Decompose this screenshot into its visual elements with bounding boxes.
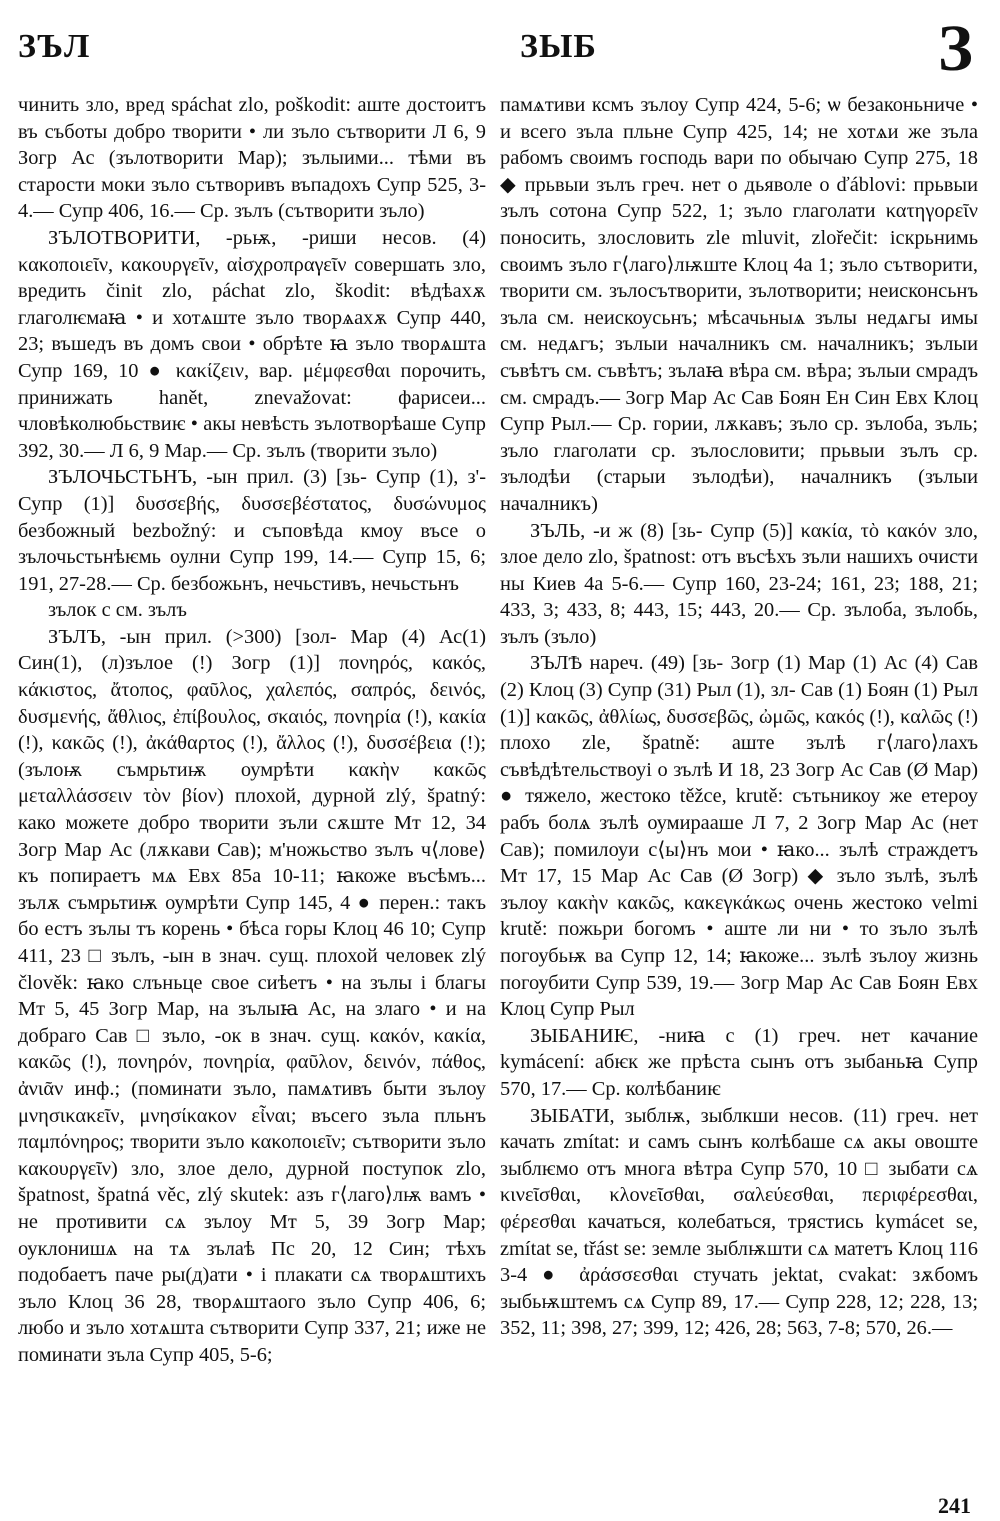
section-letter: З [938, 12, 973, 85]
entry-zle: ЗЪЛѢ нареч. (49) [зь- Зогр (1) Мар (1) Ас (4) Сав (2) Клоц (3) Супр (31) Рыл (1), зл- Сав (1) Боян (1) Рыл (1)] κακῶς, ἀθλίως, δυσσεβῶς, ὠμῶς, κακός (!), καλῶς (!) плохо zle, špatně: аште зълѣ г⟨лаго⟩лахъ съвѣдѣтельствоуі о зълѣ И 18, 23 Зогр Ас Сав (Ø Мар) ● тяжело, жестоко těžce, krutě: сътьникоу же етероу рабъ болѧ зълѣ оумираашe Л 7, 2 Зогр Мар Ас (нет Сав); помилоуи с⟨ы⟩нъ мои • ꙗко... зълѣ страждетъ Мт 17, 15 Мар Ас Сав (Ø Зогр) ◆ зъло зълѣ, зълѣ зълоу κακὴν κακῶς, κακεγκάκως очень жестоко velmi krutě: пожьри богомъ • аште ли ни • то зъло зълѣ погоубьѭ ва Супр 12, 14; ꙗкоже... зълѣ зълоу жизнь погоубити Супр 539, 19.— Зогр Мар Ас Сав Боян Евх Клоц Супр Рыл [500, 652, 978, 1021]
entry-zl-continuation: памѧтиви ксмъ зълоу Супр 424, 5-6; ѡ безаконьниче • и всего зъла пльне Супр 425, 14; не хотѧи же зъла рабомъ своимъ господь вари по обычаю Супр 275, 18 ◆ прьвыи зълъ греч. нет о дьяволе о ďáblovi: прьвыи зълъ сотона Супр 522, 1; зъло глаголати κατηγορεῖν поносить, злословить zle mluvit, zlořečit: іскрьнимь своимъ зъло г⟨лаго⟩лѭште Клоц 4а 1; зъло сътворити, творити см. зълосътворити, зълотворити; неисконсьнъ зъла см. неискоусьнъ; мѣсачьныѧ зълы недѧгы имы см. недѧгъ; зълыи началникъ см. началникъ; зълыи съвѣтъ см. съвѣтъ; зълаꙗ вѣра см. вѣра; зълыи смрадъ см. смрадъ.— Зогр Мар Ас Сав Боян Ен Син Евх Клоц Супр Рыл.— Ср. гории, лѫкавъ; зъло ср. зълоба, зъль; зъло глаголати ср. зълословити; прьвыи зълъ ср. зълодѣи (старыи зълодѣи), началникъ (зълыи началникъ) [500, 94, 978, 515]
guide-word-left: ЗЪЛ [18, 28, 91, 65]
entry-zybati: ЗЫБАТИ, зыблѭ, зыблкши несов. (11) греч. нет качать zmítat: и самъ сынъ колѣбаше сѧ акы овоште зыблѥмо отъ многа вѣтра Супр 570, 10 □ зыбати сѧ κινεῖσθαι, κλονεῖσθαι, σαλεύεσθαι, περιφέρεσθαι, φέρεσθαι качаться, колебаться, трястись kymácet se, zmítat se, třást se: земле зыблѭшти сѧ матетъ Клоц 116 3-4 ● ἀράσσεσθαι стучать jektat, cvakat: зѫбомъ зыбьѭштемъ сѧ Супр 89, 17.— Супр 228, 12; 228, 13; 352, 11; 398, 27; 399, 12; 426, 28; 563, 7-8; 570, 26.— [500, 1104, 978, 1340]
left-column [18, 92, 486, 1369]
entry-zloe-ref: зълок с см. зълъ [48, 599, 187, 622]
entry-zl-fem: ЗЪЛЬ, -и ж (8) [зь- Супр (5)] κακία, τὸ κακόν зло, злое дело zlo, špatnost: отъ въсѣхъ зъли нашихъ очисти ны Киев 4а 5-6.— Супр 160, 23-24; 161, 23; 188, 21; 433, 3; 433, 8; 443, 15; 443, 20.— Ср. зълоба, зълобь, зълъ (зъло) [500, 519, 978, 648]
page-number: 241 [938, 1493, 971, 1518]
entry-continuation: чинить зло, вред spáchat zlo, poškodit: аште достоитъ въ съботы добро творити • ли зъло сътворити Л 6, 9 Зогр Ас (зълотворити Мар); зълыими... тѣми въ старости моки зъло сътворивъ въпадохъ Супр 525, 3-4.— Супр 406, 16.— Ср. зълъ (сътворити зъло) [18, 94, 486, 223]
page-header [0, 0, 1000, 90]
entry-zl: ЗЪЛЪ, -ын прил. (>300) [зол- Мар (4) Ас(1) Син(1), (л)зълое (!) Зогр (1)] πονηρός, κακός, κάκιστος, ἄτοπος, φαῦλος, χαλεπός, σαπρός, δεινός, δυσμενής, ἄθλιος, ἐπίβουλος, σκαιός, πονηρία (!), κακία (!), κακῶς (!), ἀκάθαρτος (!), ἄλλος (!), δυσσέβεια (!); (зълоѭ съмрьтиѭ оумрѣти κακὴν κακῶς μεταλλάσσειν τὸν βίον) плохой, дурной zlý, špatný: како можете добро творити зъли сѫште Мт 12, 34 Зогр Мар Ас (лѫкави Сав); м'ножьство зълъ ч⟨лове⟩къ попираетъ мѧ Евх 85а 10-11; ꙗкоже въсѣмъ... зълѫ съмрьтиѭ оумрѣти Супр 145, 4 ● перен.: такъ бо естъ зълы тъ корень • бѣса горы Клоц 46 10; Супр 411, 23 □ зълъ, -ын в знач. сущ. плохой человек zlý člověk: ꙗко слъньце свое сиѣетъ • на зълы і благы Мт 5, 45 Зогр Мар, на зълыꙗ Ас, на злаго • и на добраго Сав □ зъло, -ок в знач. сущ. κακόν, κακία, κακῶς (!), πονηρόν, πονηρία, φαῦλον, δεινόν, πάθος, ἀνιᾶν инф.; (поминати зъло, памѧтивъ быти зълоу μνησικακεῖν, μνησίκακον εἶναι; въсего зъла пльнъ παμπόνηρος; творити зъло κακοποιεῖν; сътворити зъло κακουργεῖν) зло, злое дело, дурной поступок zlo, špatnost, špatná věc, zlý skutek: азъ г⟨лаго⟩лѭ вамъ • не противити сѧ зълоу Мт 5, 39 Зогр Мар; оуклонишѧ на тѧ зълаѣ Пс 20, 12 Син; тѣхъ подобаетъ паче ры(д)ати • і плакати сѧ творѧштихъ зъло Клоц 36 28, творѧштаого зъло Супр 406, 6; любо и зъло хотѧшта сътворити Супр 337, 21; иже не поминати зъла Супр 405, 5-6; [18, 625, 486, 1366]
entry-zlochistn: ЗЪЛОЧЬСТЬНЪ, -ын прил. (3) [зь- Супр (1), з'- Супр (1)] δυσσεβής, δυσσεβέστατος, δυσώνυμος безбожный bezbožný: и съповѣда кмоу въсе о зълочьстьнѣѥмь оулни Супр 199, 14.— Супр 15, 6; 191, 27-28.— Ср. безбожьнъ, нечьстивъ, нечьстьнъ [18, 466, 486, 595]
entry-zlotvoriti: ЗЪЛОТВОРИТИ, -рьѭ, -риши несов. (4) κακοποιεῖν, κακουργεῖν, αἰσχροπραγεῖν совершать зло, вредить činit zlo, páchat zlo, škodit: вѣдѣахѫ глаголѥмаꙗ • и хотѧште зъло творѧахѫ Супр 440, 23; въшедъ въ домъ свои • обрѣте ꙗ зъло творѧшта Супр 169, 10 ● κακίζειν, вар. μέμφεσθαι порочить, принижать hanět, znevažovat: фарисеи... чловѣколюбьствиѥ • акы невѣсть зълотворѣаше Супр 392, 30.— Л 6, 9 Мар.— Ср. зълъ (творити зъло) [18, 226, 486, 462]
right-column [500, 92, 978, 1342]
entry-zybanie: ЗЫБАНИѤ, -ниꙗ с (1) греч. нет качание kymácení: абѥк же прѣста сынъ отъ зыбаньꙗ Супр 570, 17.— Ср. колѣбаниѥ [500, 1024, 978, 1100]
guide-word-right: ЗЫБ [520, 28, 597, 65]
